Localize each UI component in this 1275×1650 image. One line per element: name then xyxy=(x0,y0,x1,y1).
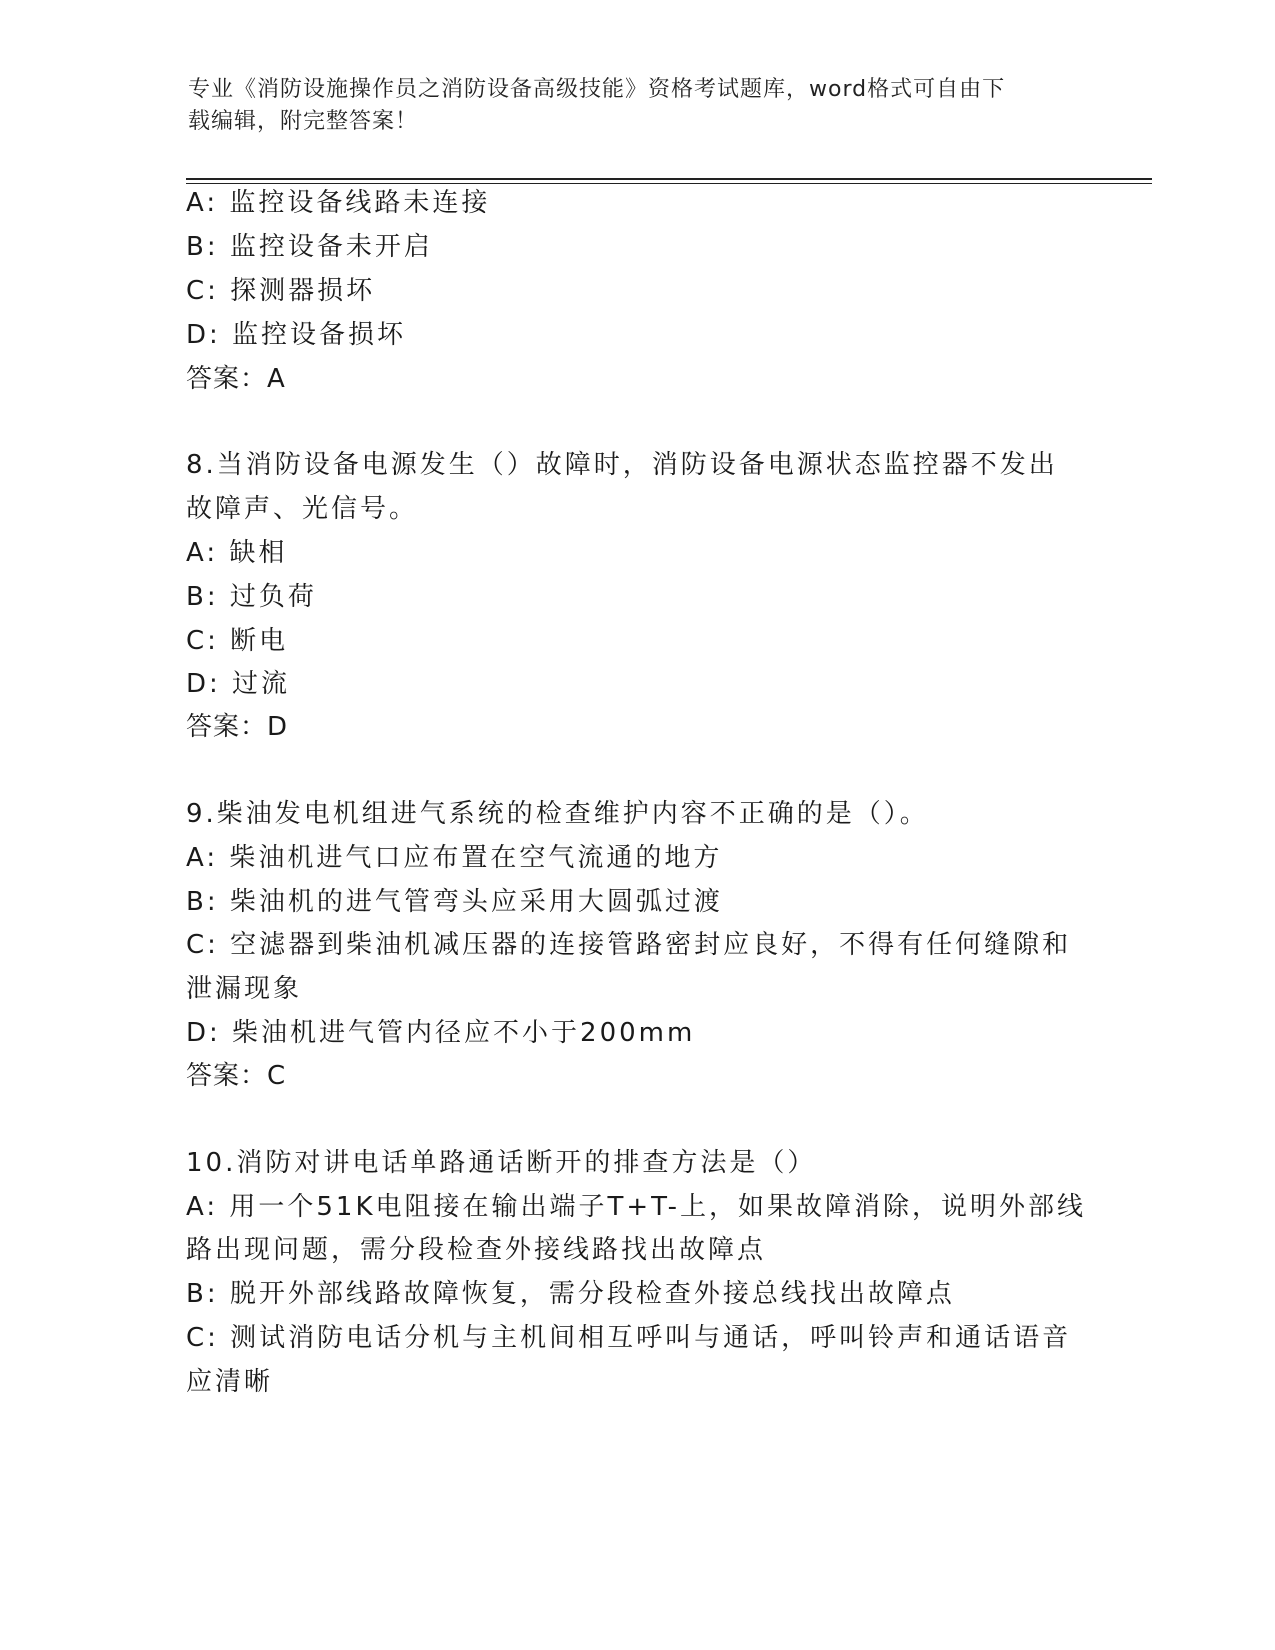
document-header xyxy=(188,74,1068,138)
q9-option-d: D: 柴油机进气管内径应不小于200mm xyxy=(186,1018,696,1048)
header-line-2: 载编辑，附完整答案！ xyxy=(188,109,419,134)
q8-option-b: B: 过负荷 xyxy=(186,582,317,612)
q7-option-d: D: 监控设备损坏 xyxy=(186,320,407,350)
q7-answer: 答案：A xyxy=(186,364,286,394)
q9-option-a: A: 柴油机进气口应布置在空气流通的地方 xyxy=(186,843,723,873)
q10-option-b: B: 脱开外部线路故障恢复，需分段检查外接总线找出故障点 xyxy=(186,1279,955,1309)
header-divider-thick xyxy=(186,178,1152,180)
header-divider-thin xyxy=(186,183,1152,184)
q8-stem-line-1: 8.当消防设备电源发生（）故障时，消防设备电源状态监控器不发出 xyxy=(186,450,1058,480)
q10-stem-line-1: 10.消防对讲电话单路通话断开的排查方法是（） xyxy=(186,1148,817,1178)
q9-stem-line-1: 9.柴油发电机组进气系统的检查维护内容不正确的是（）。 xyxy=(186,799,929,829)
q9-answer: 答案：C xyxy=(186,1061,287,1091)
q8-option-d: D: 过流 xyxy=(186,669,291,699)
q8-stem-line-2: 故障声、光信号。 xyxy=(186,494,419,524)
q7-option-a: A: 监控设备线路未连接 xyxy=(186,188,491,218)
header-line-1: 专业《消防设施操作员之消防设备高级技能》资格考试题库，word格式可自由下 xyxy=(188,77,1006,102)
q9-option-c-line-2: 泄漏现象 xyxy=(186,974,303,1004)
q9-option-b: B: 柴油机的进气管弯头应采用大圆弧过渡 xyxy=(186,887,723,917)
q8-answer: 答案：D xyxy=(186,712,289,742)
q10-option-a-line-2: 路出现问题，需分段检查外接线路找出故障点 xyxy=(186,1235,767,1265)
q10-option-c-line-1: C: 测试消防电话分机与主机间相互呼叫与通话，呼叫铃声和通话语音 xyxy=(186,1323,1072,1353)
q7-option-c: C: 探测器损坏 xyxy=(186,276,376,306)
q8-option-c: C: 断电 xyxy=(186,626,289,656)
q10-option-c-line-2: 应清晰 xyxy=(186,1367,274,1397)
q9-option-c-line-1: C: 空滤器到柴油机减压器的连接管路密封应良好，不得有任何缝隙和 xyxy=(186,930,1072,960)
q7-option-b: B: 监控设备未开启 xyxy=(186,232,433,262)
q8-option-a: A: 缺相 xyxy=(186,538,288,568)
q10-option-a-line-1: A: 用一个51K电阻接在输出端子T+T-上，如果故障消除，说明外部线 xyxy=(186,1192,1087,1222)
